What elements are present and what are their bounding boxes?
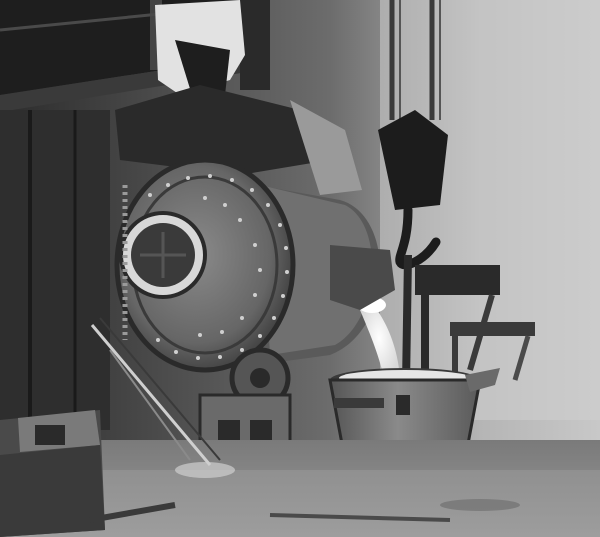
foreground-mould-block — [0, 410, 105, 537]
smoke-haze — [380, 0, 600, 420]
left-wall-panel — [0, 110, 110, 430]
ladle-lug — [396, 395, 410, 415]
ladle-hanger-rod — [406, 255, 408, 385]
